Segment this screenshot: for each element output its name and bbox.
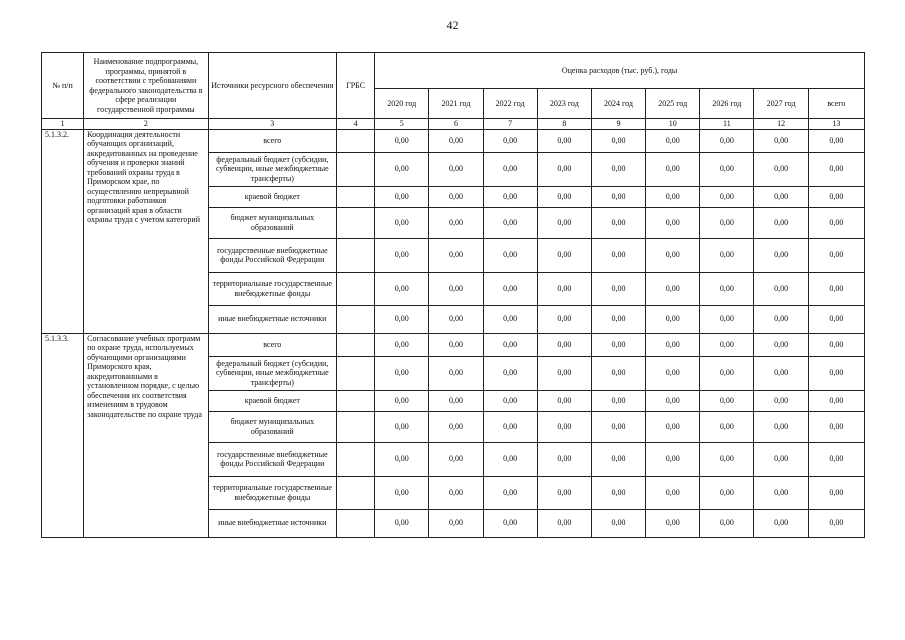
grbs-cell [337,272,375,305]
funding-source: краевой бюджет [208,186,336,207]
funding-source: бюджет муниципальных образований [208,411,336,442]
total-value: 0,00 [808,272,864,305]
header-year: 2022 год [483,89,537,119]
year-value: 0,00 [646,390,700,411]
year-value: 0,00 [537,390,591,411]
column-number: 11 [700,119,754,130]
year-value: 0,00 [591,152,645,186]
year-value: 0,00 [429,442,483,476]
year-value: 0,00 [483,356,537,390]
grbs-cell [337,305,375,333]
section-code: 5.1.3.2. [42,129,84,333]
grbs-cell [337,129,375,152]
header-year: 2026 год [700,89,754,119]
year-value: 0,00 [591,411,645,442]
year-value: 0,00 [700,238,754,272]
funding-source: иные внебюджетные источники [208,305,336,333]
year-value: 0,00 [483,390,537,411]
year-value: 0,00 [483,509,537,537]
header-source: Источники ресурсного обеспечения [208,53,336,119]
header-num: № п/п [42,53,84,119]
year-value: 0,00 [591,442,645,476]
total-value: 0,00 [808,238,864,272]
grbs-cell [337,509,375,537]
total-value: 0,00 [808,411,864,442]
year-value: 0,00 [646,411,700,442]
year-value: 0,00 [429,129,483,152]
year-value: 0,00 [429,207,483,238]
year-value: 0,00 [483,333,537,356]
total-value: 0,00 [808,390,864,411]
year-value: 0,00 [537,129,591,152]
year-value: 0,00 [537,305,591,333]
year-value: 0,00 [700,333,754,356]
year-value: 0,00 [754,509,808,537]
year-value: 0,00 [483,238,537,272]
year-value: 0,00 [375,390,429,411]
total-value: 0,00 [808,129,864,152]
year-value: 0,00 [754,411,808,442]
year-value: 0,00 [429,476,483,509]
year-value: 0,00 [375,442,429,476]
table-row [42,129,865,152]
header-estimate: Оценка расходов (тыс. руб.), годы [375,53,865,89]
column-number-row [42,119,865,130]
funding-source: всего [208,129,336,152]
year-value: 0,00 [537,333,591,356]
total-value: 0,00 [808,207,864,238]
year-value: 0,00 [375,129,429,152]
year-value: 0,00 [537,152,591,186]
year-value: 0,00 [429,186,483,207]
year-value: 0,00 [429,509,483,537]
year-value: 0,00 [754,356,808,390]
year-value: 0,00 [483,152,537,186]
year-value: 0,00 [700,390,754,411]
total-value: 0,00 [808,152,864,186]
column-number: 2 [84,119,208,130]
column-number: 10 [646,119,700,130]
column-number: 3 [208,119,336,130]
year-value: 0,00 [754,476,808,509]
year-value: 0,00 [700,509,754,537]
year-value: 0,00 [537,476,591,509]
year-value: 0,00 [591,186,645,207]
funding-source: территориальные государственные внебюджетные фонды [208,476,336,509]
total-value: 0,00 [808,356,864,390]
page-number: 42 [446,18,459,32]
year-value: 0,00 [700,207,754,238]
year-value: 0,00 [591,476,645,509]
year-value: 0,00 [429,333,483,356]
year-value: 0,00 [483,305,537,333]
year-value: 0,00 [754,238,808,272]
year-value: 0,00 [591,356,645,390]
year-value: 0,00 [375,305,429,333]
year-value: 0,00 [375,476,429,509]
year-value: 0,00 [483,129,537,152]
column-number: 9 [591,119,645,130]
grbs-cell [337,442,375,476]
column-number: 1 [42,119,84,130]
grbs-cell [337,207,375,238]
total-value: 0,00 [808,186,864,207]
year-value: 0,00 [375,272,429,305]
column-number: 12 [754,119,808,130]
year-value: 0,00 [754,207,808,238]
year-value: 0,00 [646,272,700,305]
year-value: 0,00 [537,509,591,537]
year-value: 0,00 [483,442,537,476]
year-value: 0,00 [429,390,483,411]
year-value: 0,00 [700,305,754,333]
header-year: 2023 год [537,89,591,119]
grbs-cell [337,238,375,272]
year-value: 0,00 [375,238,429,272]
funding-source: государственные внебюджетные фонды Российской Федерации [208,442,336,476]
year-value: 0,00 [646,186,700,207]
funding-source: иные внебюджетные источники [208,509,336,537]
year-value: 0,00 [483,186,537,207]
year-value: 0,00 [537,411,591,442]
year-value: 0,00 [646,333,700,356]
column-number: 8 [537,119,591,130]
header-year: 2027 год [754,89,808,119]
table-row [42,333,865,356]
year-value: 0,00 [375,152,429,186]
header-total: всего [808,89,864,119]
section-code: 5.1.3.3. [42,333,84,537]
funding-source: краевой бюджет [208,390,336,411]
total-value: 0,00 [808,305,864,333]
year-value: 0,00 [754,305,808,333]
year-value: 0,00 [375,509,429,537]
year-value: 0,00 [537,356,591,390]
budget-table [41,52,865,538]
section-name: Согласование учебных программ по охране труда, используемых обучающими организациями Приморского края, аккредитованными в установленном порядке, с целью обеспечения их соответствия изменениям в трудовом законодательстве по охране труда [84,333,208,537]
year-value: 0,00 [646,509,700,537]
column-number: 7 [483,119,537,130]
year-value: 0,00 [537,238,591,272]
year-value: 0,00 [754,390,808,411]
year-value: 0,00 [591,390,645,411]
year-value: 0,00 [429,411,483,442]
year-value: 0,00 [700,442,754,476]
year-value: 0,00 [429,238,483,272]
funding-source: федеральный бюджет (субсидии, субвенции, иные межбюджетные трансферты) [208,152,336,186]
year-value: 0,00 [375,186,429,207]
year-value: 0,00 [700,129,754,152]
year-value: 0,00 [537,272,591,305]
header-grbs: ГРБС [337,53,375,119]
total-value: 0,00 [808,509,864,537]
year-value: 0,00 [537,186,591,207]
total-value: 0,00 [808,333,864,356]
funding-source: федеральный бюджет (субсидии, субвенции, иные межбюджетные трансферты) [208,356,336,390]
year-value: 0,00 [754,152,808,186]
year-value: 0,00 [375,207,429,238]
year-value: 0,00 [646,305,700,333]
header-name: Наименование подпрограммы, программы, принятой в соответствии с требованиями федерального законодательства в сфере реализации государственной программы [84,53,208,119]
year-value: 0,00 [591,238,645,272]
grbs-cell [337,186,375,207]
year-value: 0,00 [754,272,808,305]
year-value: 0,00 [429,356,483,390]
year-value: 0,00 [646,442,700,476]
column-number: 13 [808,119,864,130]
year-value: 0,00 [646,129,700,152]
year-value: 0,00 [591,305,645,333]
year-value: 0,00 [537,207,591,238]
header-year: 2025 год [646,89,700,119]
section-name: Координация деятельности обучающих организаций, аккредитованных на проведение обучения и проверки знаний требований охраны труда в Приморском крае, по осуществлению непрерывной подготовки работников организаций края в области охраны труда с учетом категорий [84,129,208,333]
year-value: 0,00 [646,238,700,272]
year-value: 0,00 [483,272,537,305]
year-value: 0,00 [591,333,645,356]
year-value: 0,00 [754,186,808,207]
grbs-cell [337,152,375,186]
year-value: 0,00 [646,476,700,509]
header-year: 2020 год [375,89,429,119]
year-value: 0,00 [591,129,645,152]
year-value: 0,00 [483,476,537,509]
year-value: 0,00 [646,207,700,238]
year-value: 0,00 [429,305,483,333]
year-value: 0,00 [700,411,754,442]
year-value: 0,00 [754,129,808,152]
column-number: 5 [375,119,429,130]
year-value: 0,00 [429,272,483,305]
year-value: 0,00 [429,152,483,186]
year-value: 0,00 [483,207,537,238]
year-value: 0,00 [700,186,754,207]
header-year: 2021 год [429,89,483,119]
funding-source: бюджет муниципальных образований [208,207,336,238]
column-number: 4 [337,119,375,130]
table-body [42,129,865,537]
grbs-cell [337,476,375,509]
year-value: 0,00 [754,442,808,476]
total-value: 0,00 [808,442,864,476]
year-value: 0,00 [537,442,591,476]
grbs-cell [337,411,375,442]
header-year: 2024 год [591,89,645,119]
grbs-cell [337,356,375,390]
year-value: 0,00 [591,207,645,238]
year-value: 0,00 [700,476,754,509]
year-value: 0,00 [700,152,754,186]
total-value: 0,00 [808,476,864,509]
funding-source: всего [208,333,336,356]
column-number: 6 [429,119,483,130]
year-value: 0,00 [646,356,700,390]
year-value: 0,00 [591,509,645,537]
year-value: 0,00 [483,411,537,442]
year-value: 0,00 [375,356,429,390]
year-value: 0,00 [646,152,700,186]
funding-source: государственные внебюджетные фонды Российской Федерации [208,238,336,272]
year-value: 0,00 [700,272,754,305]
grbs-cell [337,390,375,411]
grbs-cell [337,333,375,356]
year-value: 0,00 [700,356,754,390]
year-value: 0,00 [591,272,645,305]
year-value: 0,00 [375,411,429,442]
year-value: 0,00 [375,333,429,356]
funding-source: территориальные государственные внебюджетные фонды [208,272,336,305]
year-value: 0,00 [754,333,808,356]
